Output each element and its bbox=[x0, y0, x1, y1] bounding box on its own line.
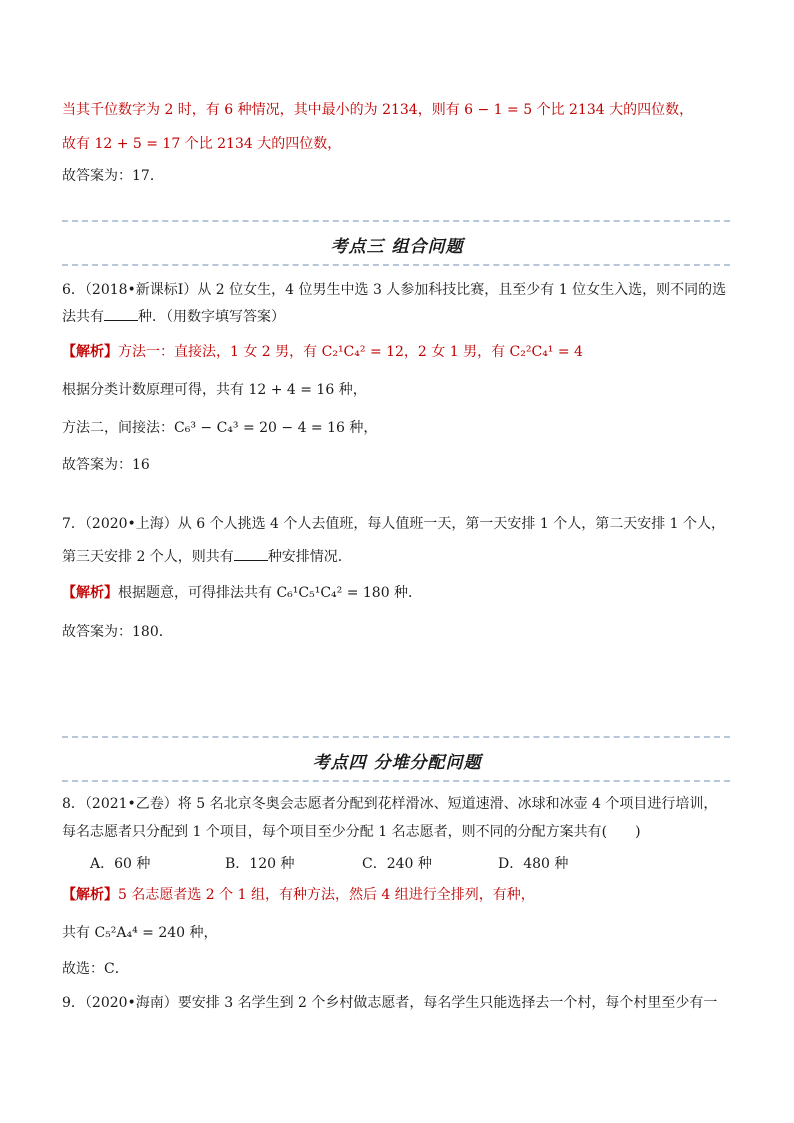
analysis-tag: 【解析】 bbox=[62, 585, 118, 601]
question-7-text-a: 第三天安排 2 个人，则共有 bbox=[62, 549, 234, 565]
question-8-line-2: 每名志愿者只分配到 1 个项目，每个项目至少分配 1 名志愿者，则不同的分配方案共有( ) bbox=[62, 824, 641, 840]
section-divider bbox=[62, 736, 730, 738]
analysis-tag: 【解析】 bbox=[62, 887, 118, 903]
answer-line: 故答案为：17． bbox=[62, 168, 164, 184]
question-7-line-2 bbox=[62, 546, 352, 567]
question-6-line-2 bbox=[62, 306, 285, 327]
analysis-text: 5 名志愿者选 2 个 1 组，有种方法，然后 4 组进行全排列，有种， bbox=[118, 887, 535, 903]
question-9-line-1: 9．（2020•海南）要安排 3 名学生到 2 个乡村做志愿者，每名学生只能选择去一个村，每个村里至少有一 bbox=[62, 995, 718, 1011]
answer-line: 故答案为：180． bbox=[62, 624, 173, 640]
option-d: D．480 种 bbox=[498, 856, 569, 872]
answer-line: 故选：C． bbox=[62, 961, 129, 977]
analysis-text: 根据题意，可得排法共有 C₆¹C₅¹C₄² = 180 种． bbox=[118, 585, 423, 601]
section-title-3: 考点三 组合问题 bbox=[330, 237, 464, 257]
option-a: A．60 种 bbox=[90, 856, 151, 872]
question-7-line-1: 7．（2020•上海）从 6 个人挑选 4 个人去值班，每人值班一天，第一天安排 1 个人，第二天安排 1 个人， bbox=[62, 516, 726, 532]
analysis-line bbox=[62, 583, 422, 603]
section-title-4: 考点四 分堆分配问题 bbox=[312, 753, 482, 773]
analysis-tag: 【解析】 bbox=[62, 344, 118, 360]
section-divider bbox=[62, 780, 730, 782]
question-7-text-b: 种安排情况． bbox=[267, 549, 352, 565]
analysis-line-2: 共有 C₅²A₄⁴ = 240 种， bbox=[62, 925, 218, 941]
analysis-line bbox=[62, 342, 583, 362]
answer-blank bbox=[234, 546, 268, 561]
answer-line: 故答案为：16 bbox=[62, 457, 150, 473]
question-6-line-1: 6．（2018•新课标Ⅰ）从 2 位女生，4 位男生中选 3 人参加科技比赛，且至少有 1 位女生入选，则不同的选 bbox=[62, 282, 727, 298]
question-8-line-1: 8．（2021•乙卷）将 5 名北京冬奥会志愿者分配到花样滑冰、短道速滑、冰球和冰壶 4 个项目进行培训， bbox=[62, 796, 718, 812]
section-divider bbox=[62, 264, 730, 266]
analysis-line-3: 方法二，间接法：C₆³ − C₄³ = 20 − 4 = 16 种， bbox=[62, 420, 378, 436]
analysis-line-2: 根据分类计数原理可得，共有 12 + 4 = 16 种， bbox=[62, 382, 367, 398]
analysis-text: 方法一：直接法，1 女 2 男，有 C₂¹C₄² = 12，2 女 1 男，有 C₂²C₄¹ = 4 bbox=[118, 344, 583, 360]
option-c: C．240 种 bbox=[362, 856, 432, 872]
analysis-line bbox=[62, 885, 535, 905]
option-b: B．120 种 bbox=[225, 856, 295, 872]
answer-blank bbox=[104, 306, 138, 321]
question-6-text-b: 种．（用数字填写答案） bbox=[138, 309, 285, 325]
solution-line-2: 故有 12 + 5 = 17 个比 2134 大的四位数， bbox=[62, 136, 342, 152]
section-divider bbox=[62, 220, 730, 222]
question-6-text-a: 法共有 bbox=[62, 309, 104, 325]
solution-line-1: 当其千位数字为 2 时，有 6 种情况，其中最小的为 2134，则有 6 − 1 = 5 个比 2134 大的四位数， bbox=[62, 102, 694, 118]
